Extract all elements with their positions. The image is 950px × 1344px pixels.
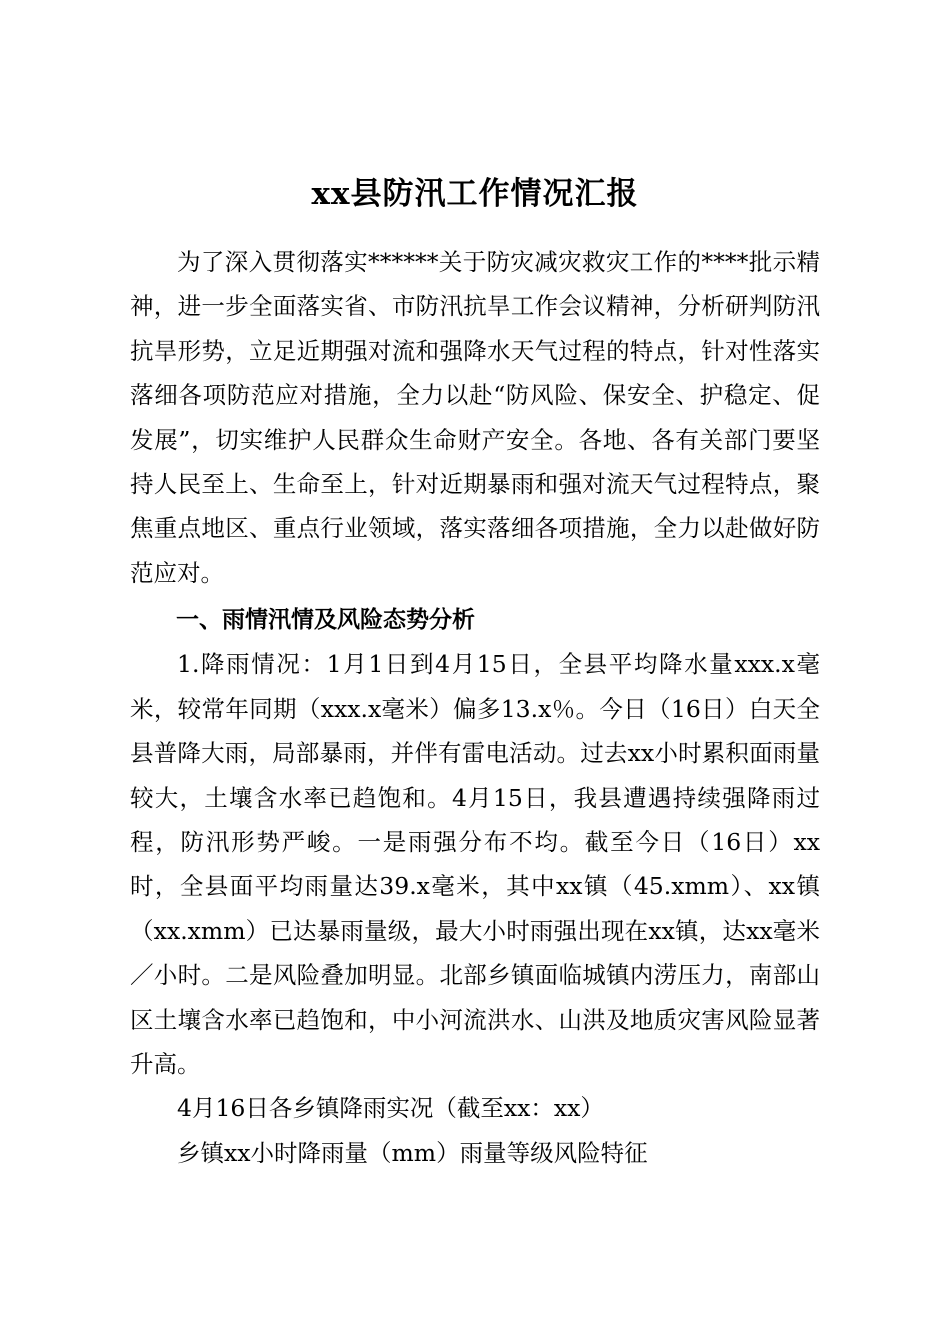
intro-paragraph: 为了深入贯彻落实******关于防灾减灾救灾工作的****批示精神，进一步全面落实省、市防汛抗旱工作会议精神，分析研判防汛抗旱形势，立足近期强对流和强降水天气过程的特点，针对性落实落细各项防范应对措施，全力以赴“防风险、保安全、护稳定、促发展”，切实维护人民群众生命财产安全。各地、各有关部门要坚持人民至上、生命至上，针对近期暴雨和强对流天气过程特点，聚焦重点地区、重点行业领域，落实落细各项措施，全力以赴做好防范应对。 (130, 248, 820, 587)
rainfall-paragraph: 1.降雨情况：1月1日到4月15日，全县平均降水量xxx.x毫米，较常年同期（xxx.x毫米）偏多13.x％。今日（16日）白天全县普降大雨，局部暴雨，并伴有雷电活动。过去xx小时累积面雨量较大，土壤含水率已趋饱和。4月15日，我县遭遇持续强降雨过程，防汛形势严峻。一是雨强分布不均。截至今日（16日）xx时，全县面平均雨量达39.x毫米，其中xx镇（45.xmm）、xx镇（xx.xmm）已达暴雨量级，最大小时雨强出现在xx镇，达xx毫米／小时。二是风险叠加明显。北部乡镇面临城镇内涝压力，南部山区土壤含水率已趋饱和，中小河流洪水、山洪及地质灾害风险显著升高。 (130, 650, 820, 1079)
section-rainfall-analysis (130, 598, 820, 1175)
section-heading: 一、雨情汛情及风险态势分析 (176, 607, 475, 633)
table-caption: 4月16日各乡镇降雨实况（截至xx：xx） (177, 1094, 604, 1123)
table-header-line: 乡镇xx小时降雨量（mm）雨量等级风险特征 (177, 1138, 648, 1167)
document-title: xx县防汛工作情况汇报 (311, 176, 639, 212)
intro-block (130, 240, 820, 595)
